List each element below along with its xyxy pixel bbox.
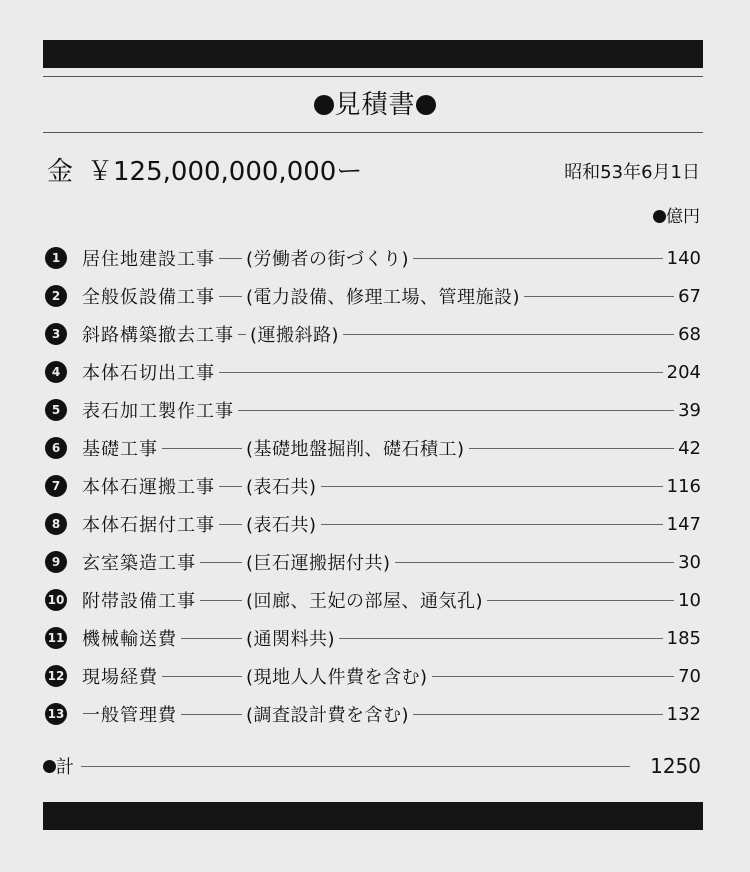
leader-line [219,524,242,525]
item-note: (通関料共) [246,629,336,650]
leader-line [339,638,663,639]
unit-text: 億円 [666,207,700,227]
item-number-badge: 9 [45,551,67,573]
issue-date: 昭和53年6月1日 [564,162,700,183]
list-item [43,392,703,428]
item-label: 本体石切出工事 [82,363,215,384]
leader-line [432,676,675,677]
item-note: (労働者の街づくり) [246,249,410,270]
leader-line [321,486,663,487]
amount-value: ￥125,000,000,000ー [87,157,363,187]
amount-prefix: 金 [47,157,74,187]
item-number-badge: 11 [45,627,67,649]
item-value: 116 [666,475,701,497]
item-value: 39 [678,399,701,421]
item-number-badge: 13 [45,703,67,725]
title-rule [43,132,703,133]
leader-line [413,714,663,715]
total-amount [47,154,362,190]
list-item [43,696,703,732]
item-label: 本体石据付工事 [82,515,215,536]
leader-line [524,296,674,297]
leader-line [238,334,246,335]
leader-line [321,524,663,525]
leader-line [200,562,242,563]
item-note: (調査設計費を含む) [246,705,410,726]
item-value: 67 [678,285,701,307]
item-value: 140 [666,247,701,269]
item-value: 30 [678,551,701,573]
item-value: 10 [678,589,701,611]
leader-line [219,486,242,487]
list-item [43,240,703,276]
leader-line [200,600,242,601]
item-label: 表石加工製作工事 [82,401,234,422]
leader-line [343,334,674,335]
leader-line [469,448,675,449]
item-number-badge: 2 [45,285,67,307]
item-value: 132 [666,703,701,725]
bullet-icon [43,760,56,773]
list-item [43,468,703,504]
list-item [43,316,703,352]
leader-line [219,258,242,259]
item-note: (電力設備、修理工場、管理施設) [246,287,521,308]
total-row [43,748,703,784]
item-number-badge: 5 [45,399,67,421]
item-note: (巨石運搬据付共) [246,553,391,574]
list-item [43,544,703,580]
item-number-badge: 6 [45,437,67,459]
list-item [43,278,703,314]
item-label: 一般管理費 [82,705,177,726]
list-item [43,506,703,542]
item-value: 185 [666,627,701,649]
item-note: (表石共) [246,477,317,498]
item-value: 68 [678,323,701,345]
bottom-black-bar [43,802,703,830]
leader-line [81,766,630,767]
list-item [43,582,703,618]
item-label: 玄室築造工事 [82,553,196,574]
item-value: 42 [678,437,701,459]
item-number-badge: 12 [45,665,67,687]
item-number-badge: 7 [45,475,67,497]
leader-line [487,600,674,601]
item-label: 本体石運搬工事 [82,477,215,498]
leader-line [162,448,242,449]
unit-label [653,204,700,230]
item-number-badge: 3 [45,323,67,345]
page-title [0,86,750,124]
item-number-badge: 8 [45,513,67,535]
bullet-icon [314,95,334,115]
item-number-badge: 10 [45,589,67,611]
item-label: 全般仮設備工事 [82,287,215,308]
bullet-icon [653,210,666,223]
item-value: 70 [678,665,701,687]
item-label: 斜路構築撤去工事 [82,325,234,346]
leader-line [181,638,242,639]
list-item [43,430,703,466]
total-value: 1250 [650,754,701,778]
top-rule [43,76,703,77]
top-black-bar [43,40,703,68]
item-label: 基礎工事 [82,439,158,460]
total-label: 計 [56,757,75,778]
item-note: (運搬斜路) [250,325,340,346]
leader-line [413,258,663,259]
leader-line [219,372,663,373]
item-label: 機械輸送費 [82,629,177,650]
item-label: 居住地建設工事 [82,249,215,270]
item-value: 147 [666,513,701,535]
list-item [43,354,703,390]
leader-line [181,714,242,715]
list-item [43,620,703,656]
item-number-badge: 1 [45,247,67,269]
item-note: (基礎地盤掘削、礎石積工) [246,439,465,460]
leader-line [219,296,242,297]
leader-line [238,410,674,411]
list-item [43,658,703,694]
item-number-badge: 4 [45,361,67,383]
leader-line [162,676,242,677]
item-value: 204 [666,361,701,383]
bullet-icon [416,95,436,115]
item-note: (表石共) [246,515,317,536]
item-label: 現場経費 [82,667,158,688]
item-note: (現地人人件費を含む) [246,667,428,688]
title-text: 見積書 [334,90,416,120]
leader-line [395,562,675,563]
item-note: (回廊、王妃の部屋、通気孔) [246,591,484,612]
item-label: 附帯設備工事 [82,591,196,612]
